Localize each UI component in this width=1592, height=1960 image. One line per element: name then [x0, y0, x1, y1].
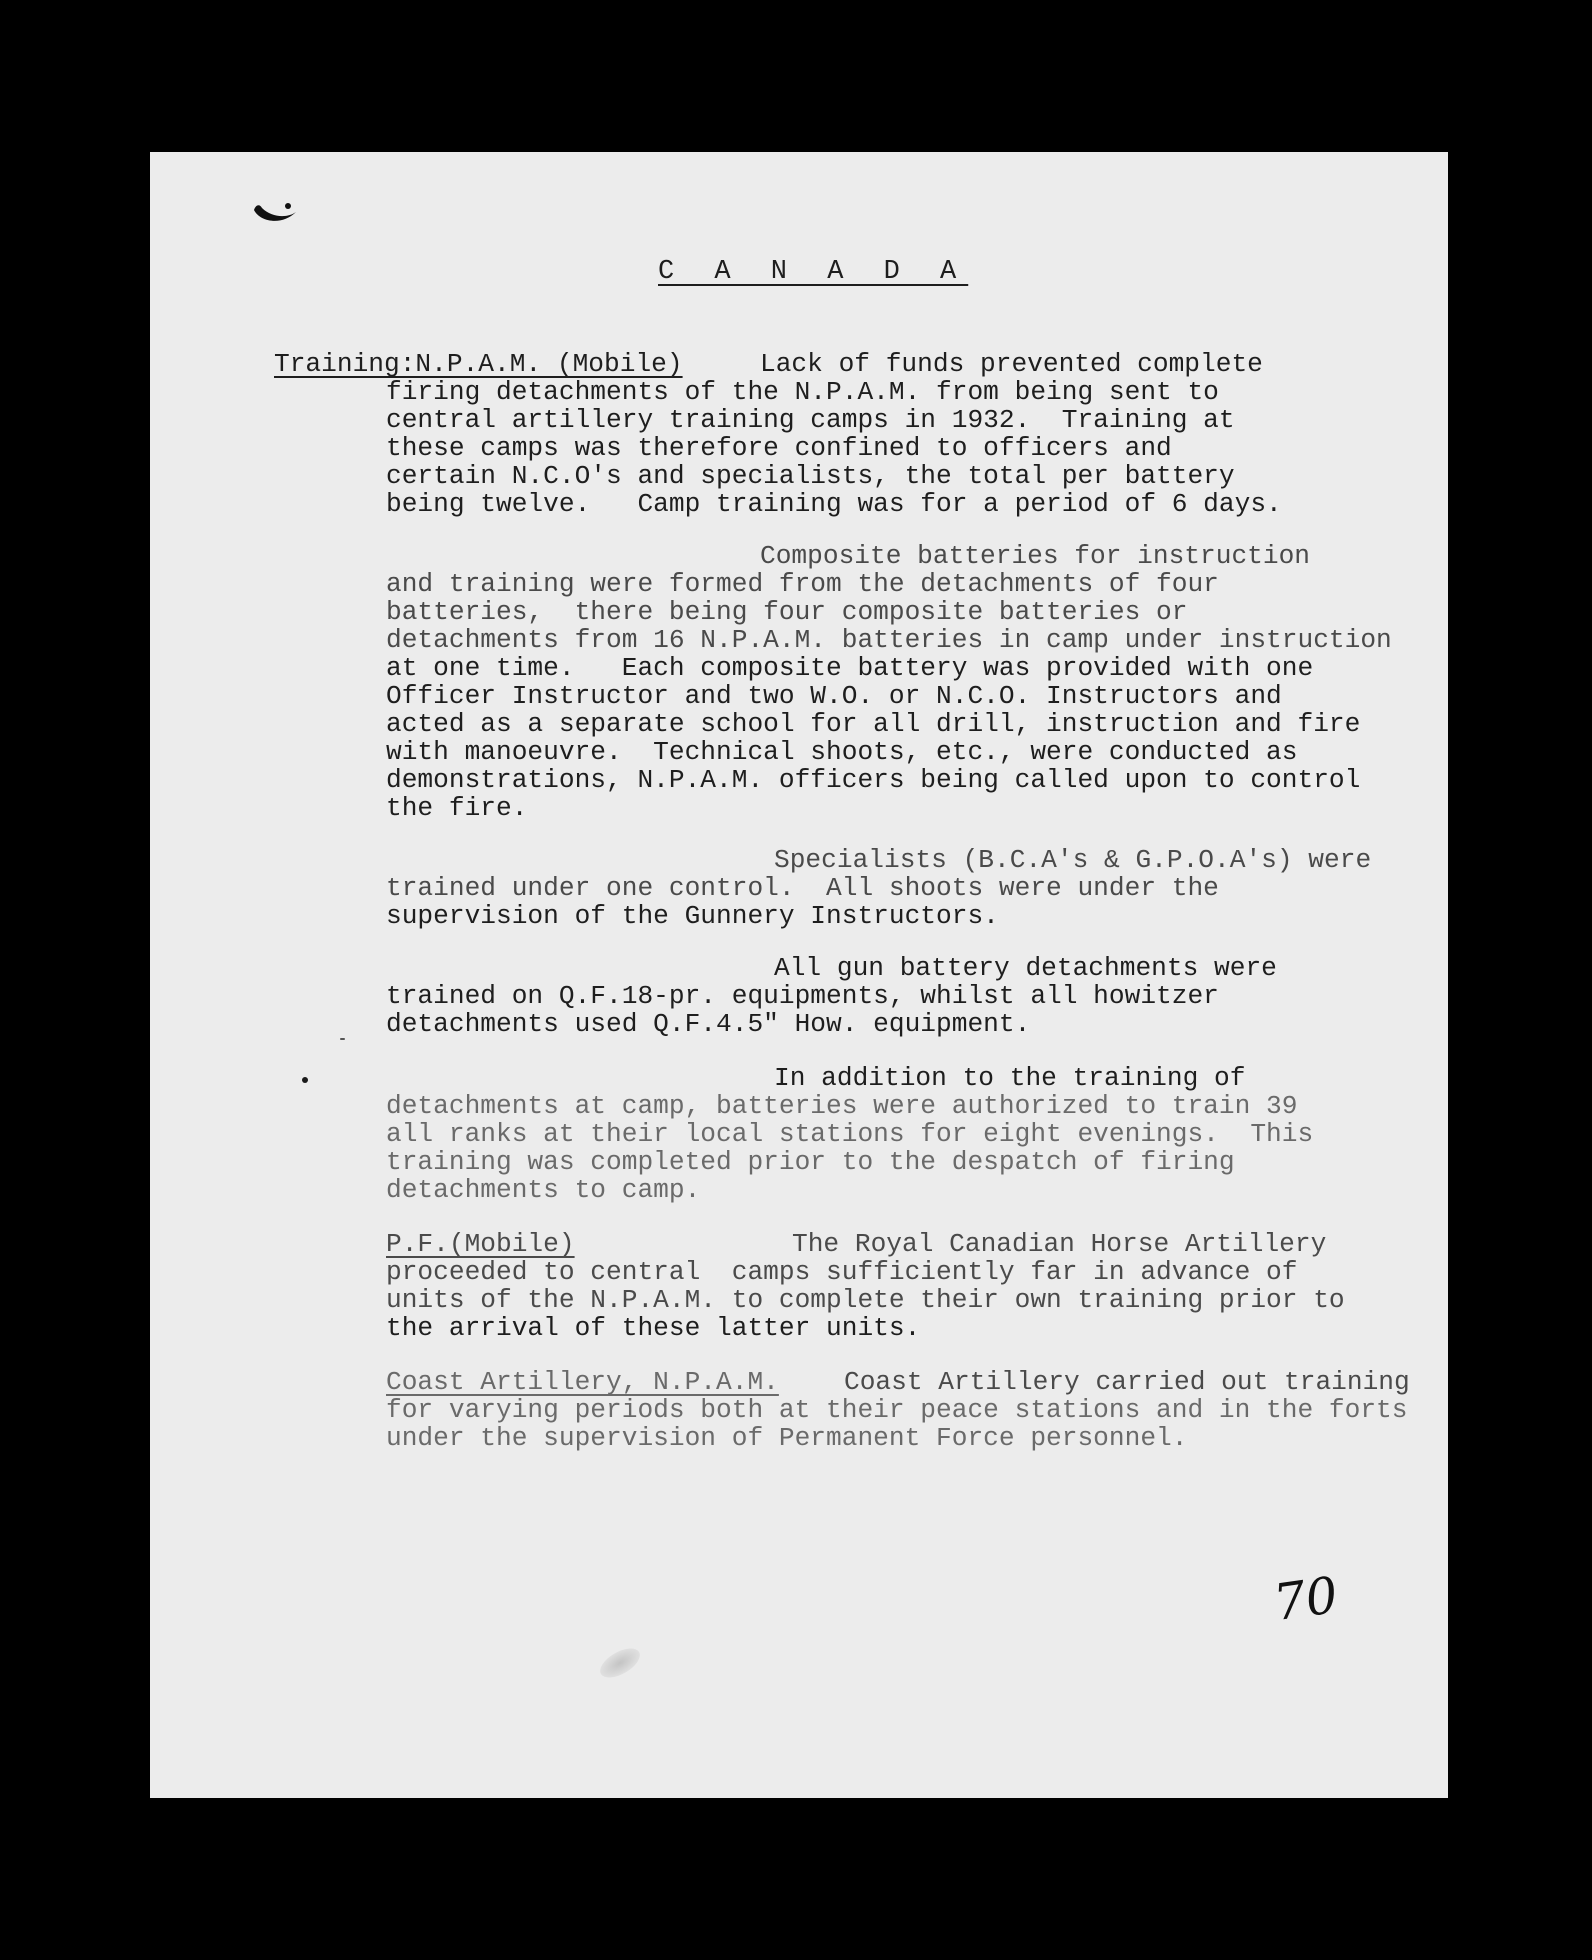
text-line: at one time. Each composite battery was provided with one: [386, 653, 1314, 683]
text-line: Officer Instructor and two W.O. or N.C.O. Instructors and: [386, 681, 1282, 711]
text-line: all ranks at their local stations for eight evenings. This: [386, 1119, 1314, 1149]
text-line: detachments at camp, batteries were authorized to train 39: [386, 1091, 1298, 1121]
text-line: detachments to camp.: [386, 1175, 701, 1205]
text-line: training was completed prior to the despatch of firing: [386, 1147, 1235, 1177]
text-line: under the supervision of Permanent Force personnel.: [386, 1423, 1188, 1453]
text-line: these camps was therefore confined to officers and: [386, 433, 1172, 463]
ink-mark: [252, 200, 298, 228]
heading-coast-artillery: Coast Artillery, N.P.A.M.: [386, 1367, 779, 1397]
text-line: the fire.: [386, 793, 528, 823]
text-line: and training were formed from the detachments of four: [386, 569, 1219, 599]
text-line: Lack of funds prevented complete: [760, 349, 1263, 379]
text-line: proceeded to central camps sufficiently far in advance of: [386, 1257, 1298, 1287]
text-line: Specialists (B.C.A's & G.P.O.A's) were: [774, 845, 1372, 875]
document-title: C A N A D A: [658, 257, 969, 287]
text-line: supervision of the Gunnery Instructors.: [386, 901, 999, 931]
document-page: [150, 152, 1448, 1798]
ink-speck: [340, 1038, 345, 1040]
ink-speck: [302, 1077, 308, 1083]
text-line: with manoeuvre. Technical shoots, etc., were conducted as: [386, 737, 1298, 767]
text-line: detachments from 16 N.P.A.M. batteries in camp under instruction: [386, 625, 1392, 655]
text-line: batteries, there being four composite batteries or: [386, 597, 1188, 627]
text-line: acted as a separate school for all drill, instruction and fire: [386, 709, 1361, 739]
text-line: In addition to the training of: [774, 1063, 1246, 1093]
text-line: demonstrations, N.P.A.M. officers being called upon to control: [386, 765, 1361, 795]
text-line: being twelve. Camp training was for a period of 6 days.: [386, 489, 1282, 519]
text-line: Composite batteries for instruction: [760, 541, 1311, 571]
text-line: for varying periods both at their peace stations and in the forts: [386, 1395, 1408, 1425]
smudge: [595, 1642, 644, 1683]
text-line: Coast Artillery carried out training: [844, 1367, 1410, 1397]
text-line: firing detachments of the N.P.A.M. from being sent to: [386, 377, 1219, 407]
text-line: detachments used Q.F.4.5" How. equipment.: [386, 1009, 1031, 1039]
text-line: The Royal Canadian Horse Artillery: [792, 1229, 1327, 1259]
text-line: central artillery training camps in 1932. Training at: [386, 405, 1235, 435]
text-line: the arrival of these latter units.: [386, 1313, 921, 1343]
heading-training-npam: Training:N.P.A.M. (Mobile): [274, 349, 683, 379]
text-line: trained on Q.F.18-pr. equipments, whilst all howitzer: [386, 981, 1219, 1011]
text-line: units of the N.P.A.M. to complete their own training prior to: [386, 1285, 1345, 1315]
text-line: trained under one control. All shoots were under the: [386, 873, 1219, 903]
heading-pf-mobile: P.F.(Mobile): [386, 1229, 575, 1259]
text-line: All gun battery detachments were: [774, 953, 1277, 983]
handwritten-page-number: 70: [1270, 1565, 1342, 1633]
text-line: certain N.C.O's and specialists, the total per battery: [386, 461, 1235, 491]
